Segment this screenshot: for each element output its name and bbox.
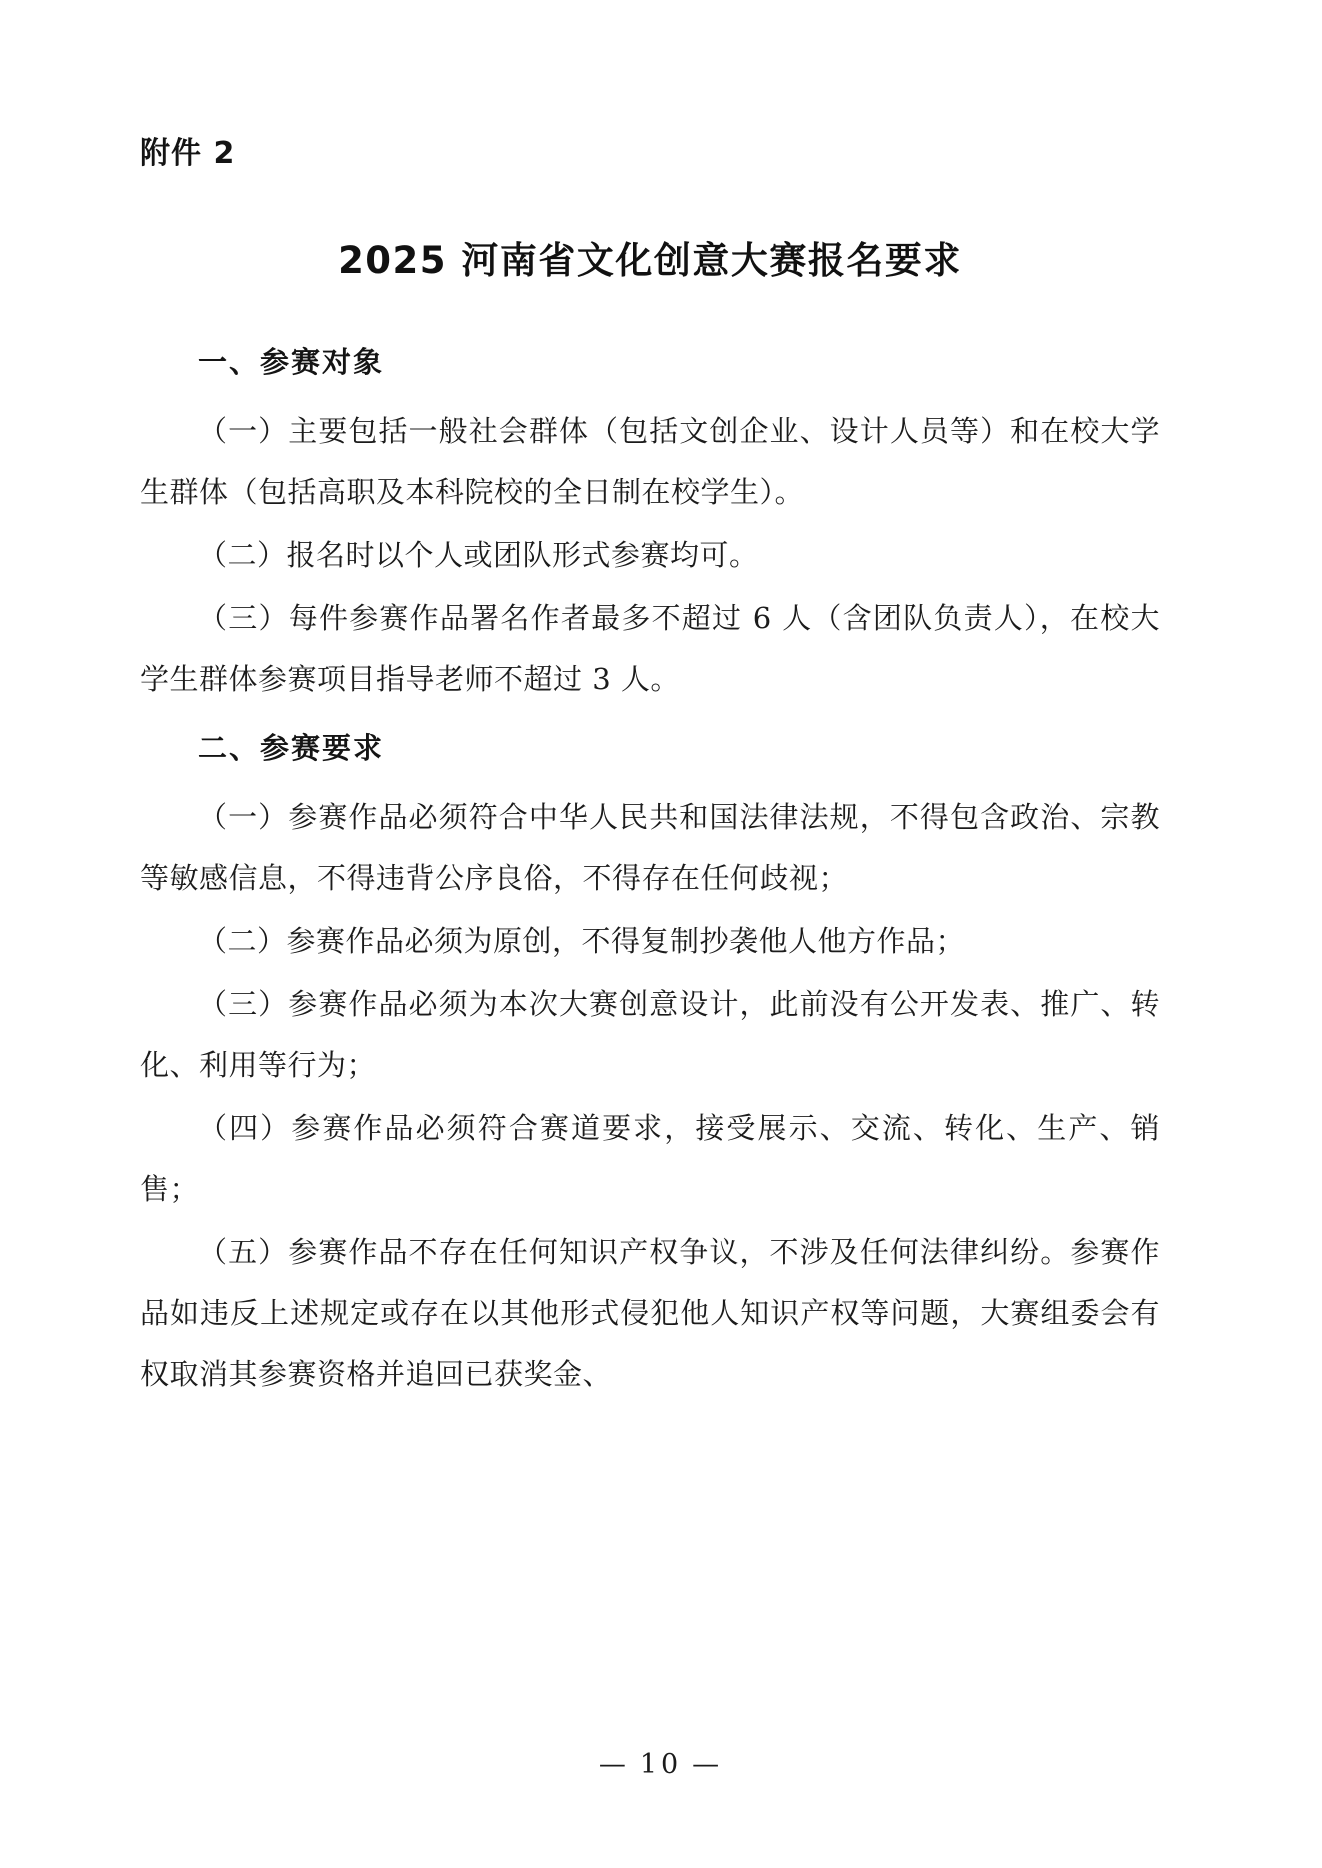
paragraph: （一）参赛作品必须符合中华人民共和国法律法规，不得包含政治、宗教等敏感信息，不得违背公序良俗，不得存在任何歧视； xyxy=(140,800,1160,895)
document-body xyxy=(140,128,1160,1407)
page-number-value: 10 xyxy=(639,1749,683,1780)
section-heading-participants: 一、参赛对象 xyxy=(198,345,385,379)
paragraph: （一）主要包括一般社会群体（包括文创企业、设计人员等）和在校大学生群体（包括高职及本科院校的全日制在校学生）。 xyxy=(140,414,1160,509)
attachment-label: 附件 2 xyxy=(140,136,236,171)
paragraph: （五）参赛作品不存在任何知识产权争议，不涉及任何法律纠纷。参赛作品如违反上述规定或存在以其他形式侵犯他人知识产权等问题，大赛组委会有权取消其参赛资格并追回已获奖金、 xyxy=(140,1235,1160,1391)
page-number xyxy=(0,1749,1322,1780)
page-number-dash-right: — xyxy=(692,1749,724,1780)
paragraph: （三）参赛作品必须为本次大赛创意设计，此前没有公开发表、推广、转化、利用等行为； xyxy=(140,987,1160,1082)
paragraph: （四）参赛作品必须符合赛道要求，接受展示、交流、转化、生产、销售； xyxy=(140,1111,1160,1206)
section-heading-requirements: 二、参赛要求 xyxy=(198,731,385,765)
page-number-dash-left: — xyxy=(598,1749,630,1780)
paragraph: （三）每件参赛作品署名作者最多不超过 6 人（含团队负责人），在校大学生群体参赛项目指导老师不超过 3 人。 xyxy=(140,601,1160,696)
paragraph: （二）参赛作品必须为原创，不得复制抄袭他人他方作品； xyxy=(198,924,966,958)
page-title: 2025 河南省文化创意大赛报名要求 xyxy=(338,239,962,282)
paragraph: （二）报名时以个人或团队形式参赛均可。 xyxy=(198,538,759,572)
